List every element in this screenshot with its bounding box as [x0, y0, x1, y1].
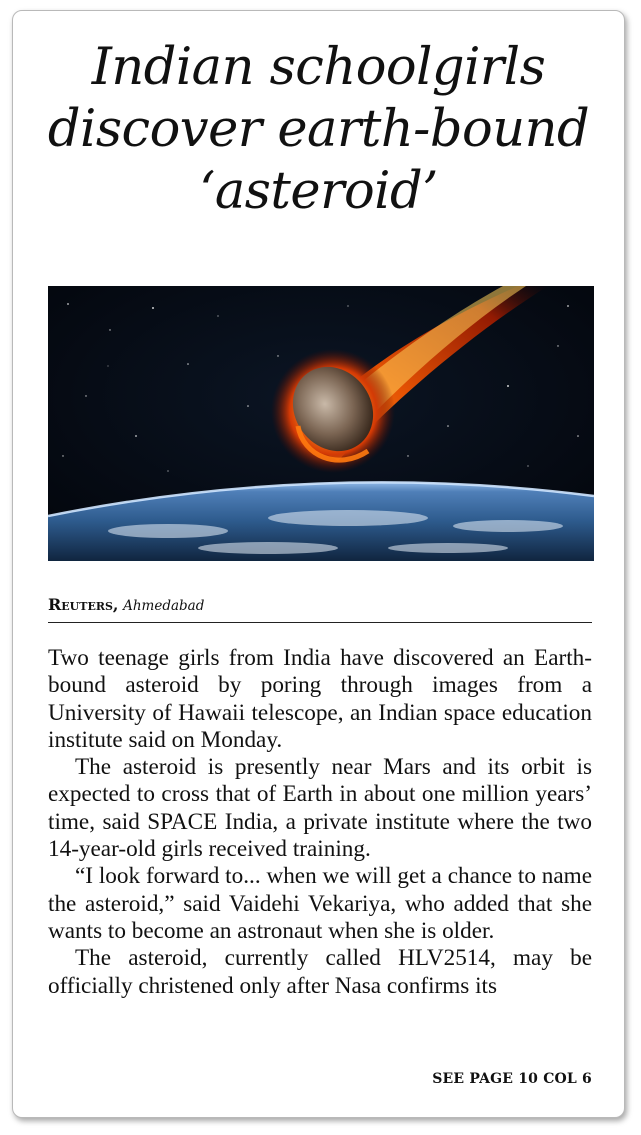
byline-dateline: Ahmedabad [123, 598, 205, 614]
article-body [48, 645, 592, 1000]
byline [48, 595, 592, 623]
byline-agency: Reuters, [48, 595, 119, 614]
paragraph-3: “I look forward to... when we will get a chance to name the asteroid,” said Vaidehi Vekariya, who added that she wants to become an astronaut when she is older. [48, 863, 592, 944]
meteor-photo [48, 286, 594, 561]
paragraph-1: Two teenage girls from India have discovered an Earth-bound asteroid by poring through images from a University of Hawaii telescope, an Indian space education institute said on Monday. [48, 645, 592, 753]
paragraph-2: The asteroid is presently near Mars and its orbit is expected to cross that of Earth in about one million years’ time, said SPACE India, a private institute where the two 14-year-old girls received training. [48, 754, 592, 863]
paragraph-4: The asteroid, currently called HLV2514, may be officially christened only after Nasa confirms its [48, 945, 592, 999]
continued-on-page: SEE PAGE 10 COL 6 [432, 1071, 592, 1087]
news-clipping-card [12, 10, 625, 1118]
headline: Indian schoolgirls discover earth-bound ‘asteroid’ [47, 38, 590, 221]
